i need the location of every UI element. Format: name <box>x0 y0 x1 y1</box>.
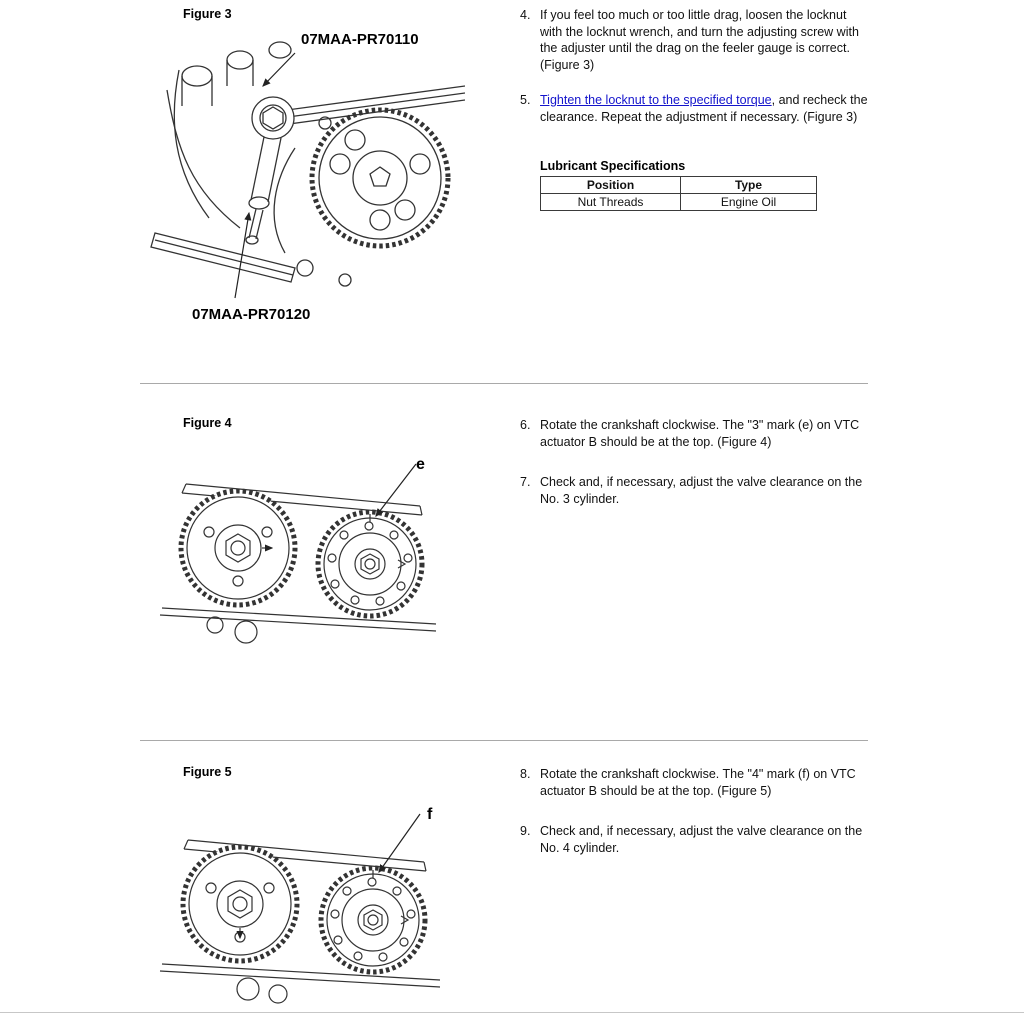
head-surface-line <box>160 608 436 643</box>
vtc-actuator-drawing <box>321 868 425 972</box>
mark-f-leader-line <box>379 814 420 872</box>
torque-spec-link[interactable]: Tighten the locknut to the specified torque <box>540 93 772 107</box>
tool-number-top-callout: 07MAA-PR70110 <box>301 31 419 48</box>
step-7-number: 7. <box>520 475 531 489</box>
spec-col-header-type: Type <box>681 177 817 194</box>
step-8-number: 8. <box>520 767 531 781</box>
step-7 <box>520 474 872 507</box>
step-6-number: 6. <box>520 418 531 432</box>
step-4-number: 4. <box>520 8 531 22</box>
section-divider-1 <box>140 383 868 384</box>
callout-leader-lines <box>235 53 295 298</box>
lubricant-specs-table <box>540 176 817 211</box>
figure4-sprockets-diagram <box>158 458 443 650</box>
section-divider-2 <box>140 740 868 741</box>
spec-cell-type: Engine Oil <box>681 194 817 211</box>
step-9-number: 9. <box>520 824 531 838</box>
exhaust-sprocket-drawing <box>183 847 297 961</box>
step-8 <box>520 766 872 799</box>
spec-col-header-position: Position <box>541 177 681 194</box>
figure5-label: Figure 5 <box>183 765 232 779</box>
tool-number-bottom-callout: 07MAA-PR70120 <box>192 306 311 323</box>
step-6-text: Rotate the crankshaft clockwise. The "3" mark (e) on VTC actuator B should be at the top. (Figure 4) <box>540 418 860 449</box>
vtc-actuator-drawing <box>318 512 422 616</box>
step-4-text: If you feel too much or too little drag, loosen the locknut with the locknut wrench, and turn the adjusting screw with the adjuster until the drag on the feeler gauge is correct. (Figure 3) <box>540 8 859 72</box>
step-9-text: Check and, if necessary, adjust the valve clearance on the No. 4 cylinder. <box>540 824 863 855</box>
figure3-engine-diagram <box>145 28 465 310</box>
step-5-number: 5. <box>520 93 531 107</box>
spec-cell-position: Nut Threads <box>541 194 681 211</box>
figure5-sprockets-diagram <box>158 806 448 1006</box>
step-8-text: Rotate the crankshaft clockwise. The "4" mark (f) on VTC actuator B should be at the top. (Figure 5) <box>540 767 856 798</box>
mark-e-leader-line <box>376 464 416 516</box>
head-surface-line <box>160 964 440 1003</box>
lubricant-specs-title: Lubricant Specifications <box>540 159 686 173</box>
step-7-text: Check and, if necessary, adjust the valve clearance on the No. 3 cylinder. <box>540 475 863 506</box>
exhaust-sprocket-drawing <box>181 491 295 605</box>
step-5-text <box>540 92 872 125</box>
step-6 <box>520 417 872 450</box>
cam-sprocket-drawing <box>312 110 448 246</box>
figure4-label: Figure 4 <box>183 416 232 430</box>
step-5 <box>520 92 872 125</box>
mark-e-label: e <box>416 456 425 473</box>
spec-header-row <box>541 177 817 194</box>
step-9 <box>520 823 872 856</box>
page-bottom-edge-line <box>0 1012 1024 1013</box>
step-4 <box>520 7 872 73</box>
mark-f-label: f <box>427 806 433 823</box>
step-5-text-after-link: , and recheck the clearance. Repeat the adjustment if necessary. (Figure 3) <box>540 93 868 124</box>
figure3-label: Figure 3 <box>183 7 232 21</box>
wrench-handle-drawing <box>151 233 295 282</box>
spec-data-row <box>541 194 817 211</box>
